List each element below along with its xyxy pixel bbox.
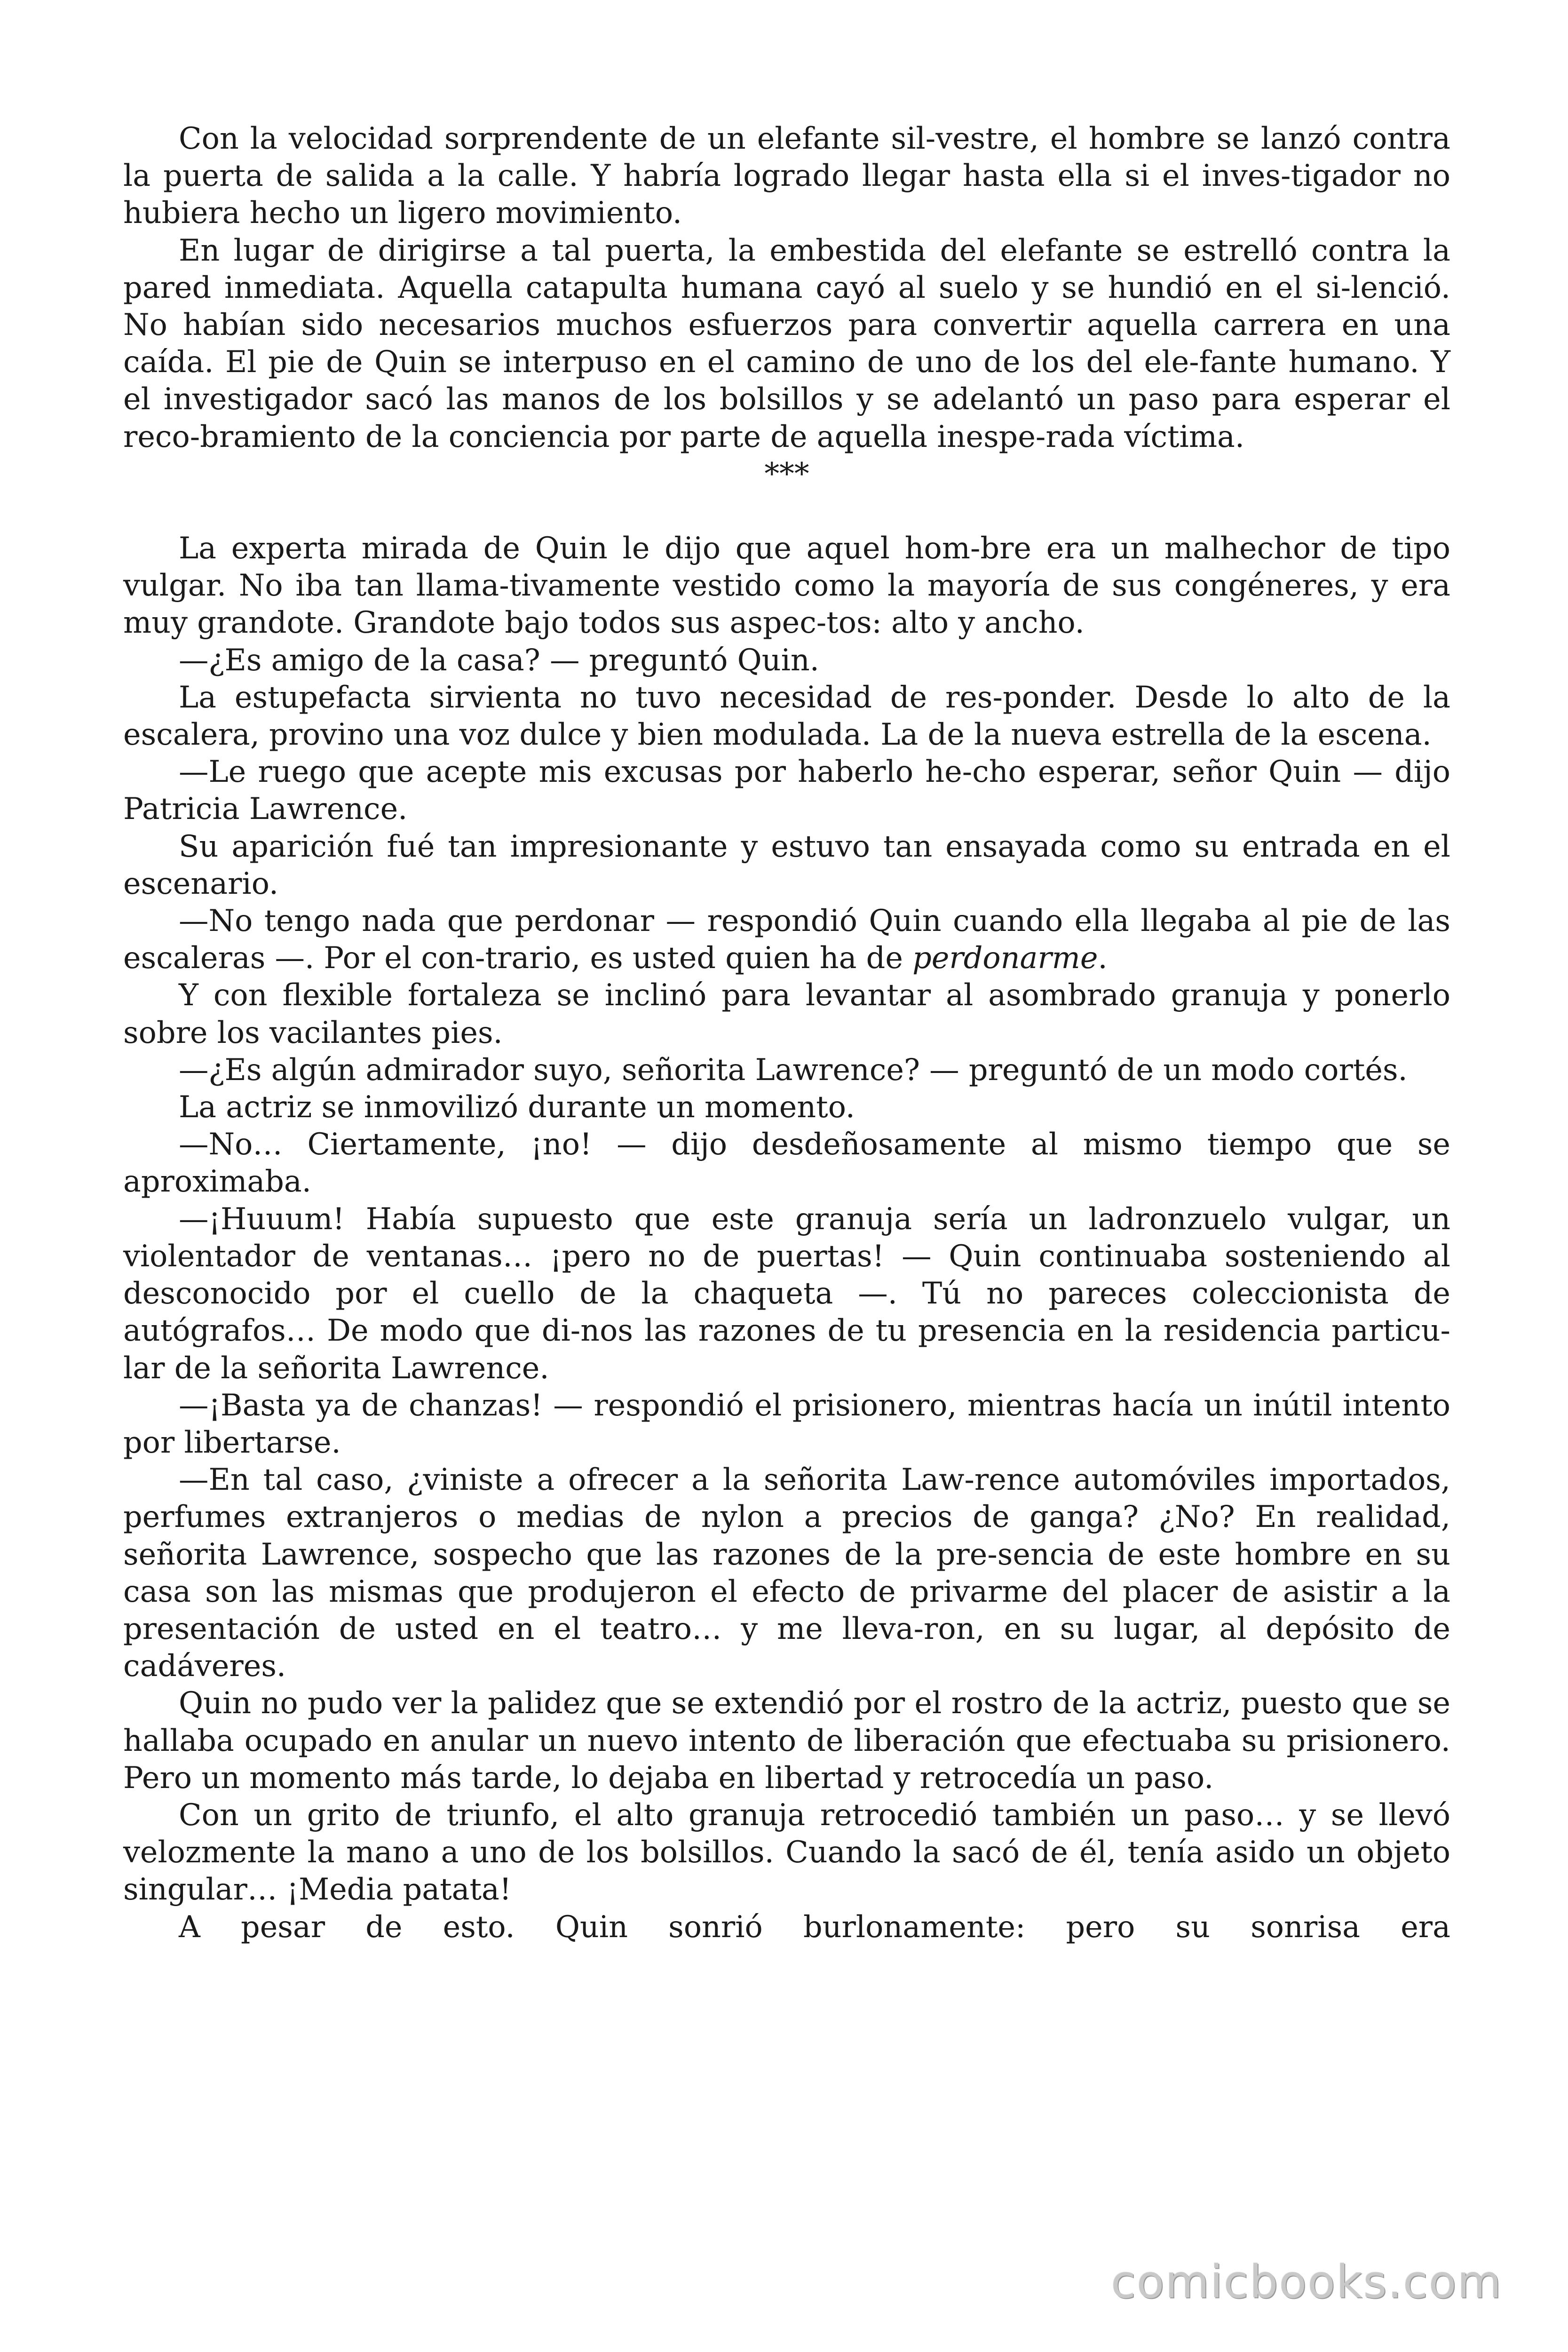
paragraph: En lugar de dirigirse a tal puerta, la embestida del elefante se estrelló contra la pared inmediata. Aquella catapulta humana cayó al suelo y se hundió en el si-lenció. No habían sido necesarios muchos esfuerzos para convertir aquella carrera en una caída. El pie de Quin se interpuso en el camino de uno de los del ele-fante humano. Y el investigador sacó las manos de los bolsillos y se adelantó un paso para esperar el reco-bramiento de la conciencia por parte de aquella inespe-rada víctima. [123,232,1450,454]
paragraph: Y con flexible fortaleza se inclinó para levantar al asombrado granuja y ponerlo sobre los vacilantes pies. [123,977,1450,1050]
paragraph: Con un grito de triunfo, el alto granuja retrocedió también un paso… y se llevó velozmente la mano a uno de los bolsillos. Cuando la sacó de él, tenía asido un objeto singular… ¡Media patata! [123,1797,1450,1907]
paragraph: —¿Es amigo de la casa? — preguntó Quin. [179,642,819,677]
paragraph: Quin no pudo ver la palidez que se extendió por el rostro de la actriz, puesto que se hallaba ocupado en anular un nuevo intento de liberación que efectuaba su prisionero. Pero un momento más tarde, lo dejaba en libertad y retrocedía un paso. [123,1685,1450,1795]
paragraph: La estupefacta sirvienta no tuvo necesidad de res-ponder. Desde lo alto de la escalera, provino una voz dulce y bien modulada. La de la nueva estrella de la escena. [123,679,1450,752]
paragraph: —¡Basta ya de chanzas! — respondió el prisionero, mientras hacía un inútil intento por libertarse. [123,1387,1450,1460]
paragraph: La experta mirada de Quin le dijo que aquel hom-bre era un malhechor de tipo vulgar. No iba tan llama-tivamente vestido como la mayoría de sus congéneres, y era muy grandote. Grandote bajo todos sus aspec-tos: alto y ancho. [123,531,1450,640]
paragraph: A pesar de esto. Quin sonrió burlonamente: pero su sonrisa era [179,1909,1450,1944]
paragraph: —No tengo nada que perdonar — respondió Quin cuando ella llegaba al pie de las escaleras —. Por el con-trario, es usted quien ha de perdonarme. [123,903,1450,976]
paragraph: La actriz se inmovilizó durante un momento. [179,1089,855,1125]
paragraph-text: —No tengo nada que perdonar — respondió Quin cuando ella llegaba al pie de las escaleras —. Por el con-trario, es usted quien ha de [123,903,1450,976]
page-text [123,120,1450,1946]
emphasis: perdonarme [912,940,1098,976]
paragraph: —Le ruego que acepte mis excusas por haberlo he-cho esperar, señor Quin — dijo Patricia Lawrence. [123,754,1450,826]
paragraph: Su aparición fué tan impresionante y estuvo tan ensayada como su entrada en el escenario. [123,828,1450,901]
paragraph: Con la velocidad sorprendente de un elefante sil-vestre, el hombre se lanzó contra la puerta de salida a la calle. Y habría logrado llegar hasta ella si el inves-tigador no hubiera hecho un ligero movimiento. [123,121,1450,230]
paragraph: —¿Es algún admirador suyo, señorita Lawrence? — preguntó de un modo cortés. [179,1052,1408,1087]
paragraph: —¡Huuum! Había supuesto que este granuja sería un ladronzuelo vulgar, un violentador de ventanas… ¡pero no de puertas! — Quin continuaba sosteniendo al desconocido por el cuello de la chaqueta —. Tú no pareces coleccionista de autógrafos… De modo que di-nos las razones de tu presencia en la residencia particu-lar de la señorita Lawrence. [123,1201,1450,1385]
section-separator: *** [764,456,809,491]
paragraph: —No… Ciertamente, ¡no! — dijo desdeñosamente al mismo tiempo que se aproximaba. [123,1127,1450,1199]
watermark: comicbooks.com [1110,2256,1502,2308]
paragraph: —En tal caso, ¿viniste a ofrecer a la señorita Law-rence automóviles importados, perfumes extranjeros o medias de nylon a precios de ganga? ¿No? En realidad, señorita Lawrence, sospecho que las razones de la pre-sencia de este hombre en su casa son las mismas que produjeron el efecto de privarme del placer de asistir a la presentación de usted en el teatro… y me lleva-ron, en su lugar, al depósito de cadáveres. [123,1462,1450,1684]
